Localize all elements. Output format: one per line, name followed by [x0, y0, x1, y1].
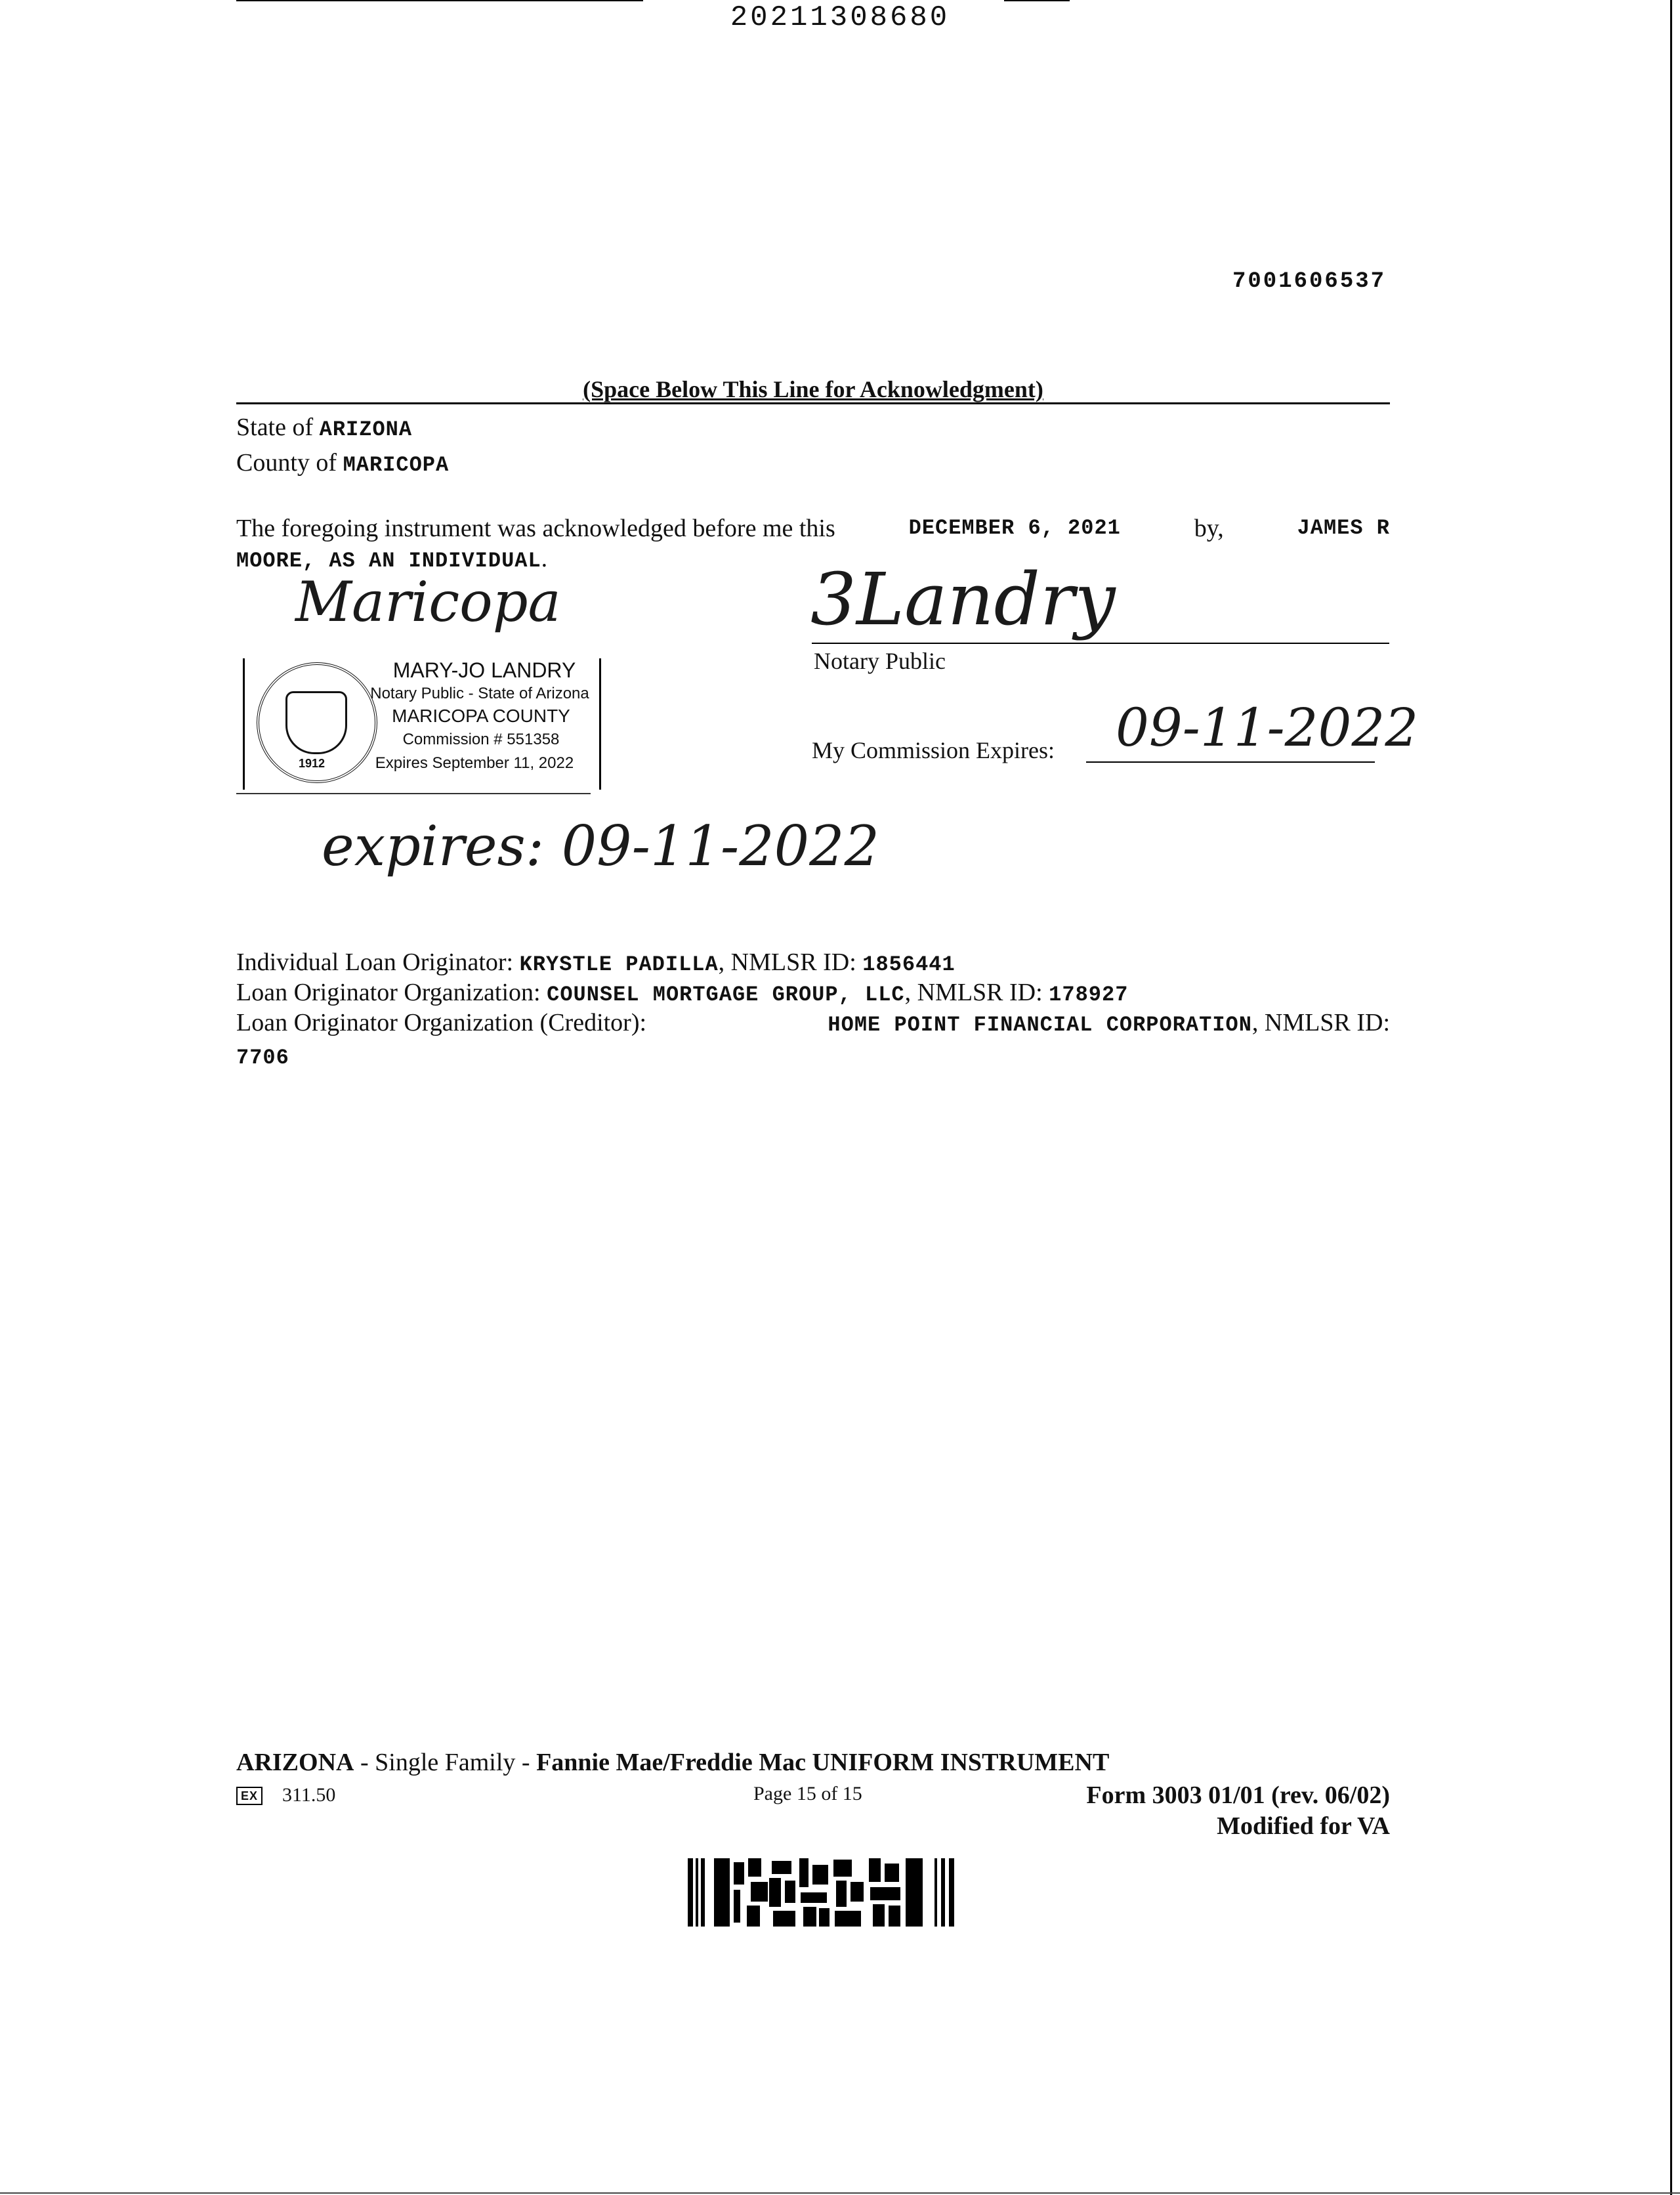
- individual-nmlsr: 1856441: [862, 952, 956, 977]
- ack-text-1: The foregoing instrument was acknowledged before me this: [236, 515, 835, 542]
- individual-originator: [236, 947, 956, 980]
- state-label: State of: [236, 414, 314, 441]
- seal-shield: [285, 691, 347, 754]
- handwritten-expires: expires: 09-11-2022: [322, 814, 880, 878]
- scan-bottom-line: [0, 2192, 1680, 2194]
- acknowledgment-divider: [236, 402, 1390, 404]
- acknowledgment-heading: [236, 375, 1390, 403]
- org-nmlsr-label: , NMLSR ID:: [904, 979, 1043, 1006]
- individual-label: Individual Loan Originator:: [236, 948, 514, 976]
- individual-nmlsr-label: , NMLSR ID:: [718, 948, 856, 976]
- seal-year: 1912: [299, 757, 326, 770]
- notary-signature: 3Landry: [810, 557, 1116, 641]
- handwritten-county: Maricopa: [295, 570, 561, 634]
- county-line: [236, 448, 449, 480]
- creditor-name: HOME POINT FINANCIAL CORPORATION: [828, 1013, 1252, 1037]
- county-label: County of: [236, 449, 337, 477]
- signature-line: [812, 643, 1389, 644]
- footer-form: Form 3003 01/01 (rev. 06/02): [1086, 1781, 1390, 1809]
- creditor-nmlsr: 7706: [236, 1046, 289, 1070]
- barcode-icon: [688, 1858, 958, 1927]
- org-nmlsr: 178927: [1049, 983, 1129, 1007]
- county-value: MARICOPA: [343, 453, 450, 477]
- notary-stamp: [243, 658, 601, 790]
- footer-code: 311.50: [282, 1784, 336, 1806]
- footer-title: [236, 1748, 1109, 1777]
- notary-public-label: Notary Public: [814, 648, 946, 674]
- stamp-county: MARICOPA COUNTY: [392, 706, 570, 726]
- individual-name: KRYSTLE PADILLA: [519, 952, 719, 977]
- footer-page: Page 15 of 15: [753, 1783, 862, 1804]
- state-value: ARIZONA: [319, 417, 413, 442]
- ack-name-1: JAMES R: [1297, 516, 1390, 540]
- loan-number: 7001606537: [1232, 269, 1387, 294]
- org-label: Loan Originator Organization:: [236, 979, 541, 1006]
- creditor-organization: [236, 1008, 1391, 1073]
- commission-date: 09-11-2022: [1116, 697, 1419, 758]
- footer-instrument: Fannie Mae/Freddie Mac UNIFORM INSTRUMENT: [536, 1749, 1110, 1776]
- stamp-expires: Expires September 11, 2022: [375, 754, 574, 772]
- ack-name-2: MOORE, AS AN INDIVIDUAL: [236, 549, 541, 573]
- stamp-commission: Commission # 551358: [402, 731, 560, 748]
- originator-organization: [236, 977, 1128, 1010]
- state-line: [236, 412, 412, 445]
- stamp-underline: [236, 793, 591, 794]
- recording-number: 20211308680: [730, 1, 950, 34]
- footer-modified: Modified for VA: [1217, 1812, 1390, 1840]
- creditor-nmlsr-label: , NMLSR ID:: [1251, 1009, 1390, 1036]
- stamp-name: MARY-JO LANDRY: [392, 658, 576, 682]
- scan-edge-line: [1670, 0, 1672, 2195]
- state-seal-icon: [257, 662, 377, 783]
- ack-text-2: by,: [1194, 515, 1224, 542]
- ack-name-end: .: [541, 545, 548, 572]
- org-name: COUNSEL MORTGAGE GROUP, LLC: [547, 983, 905, 1007]
- creditor-label: Loan Originator Organization (Creditor):: [236, 1009, 647, 1036]
- commission-label: My Commission Expires:: [812, 737, 1055, 763]
- ex-logo-icon: EX: [236, 1787, 262, 1805]
- stamp-title: Notary Public - State of Arizona: [370, 685, 589, 702]
- commission-line: [1086, 761, 1375, 763]
- footer-state: ARIZONA: [236, 1749, 354, 1776]
- footer-sep: - Single Family -: [354, 1749, 537, 1776]
- acknowledgment-heading-text: (Space Below This Line for Acknowledgment): [583, 376, 1043, 402]
- ack-date: DECEMBER 6, 2021: [908, 516, 1121, 540]
- creditor-name-wrap: [828, 1008, 1390, 1040]
